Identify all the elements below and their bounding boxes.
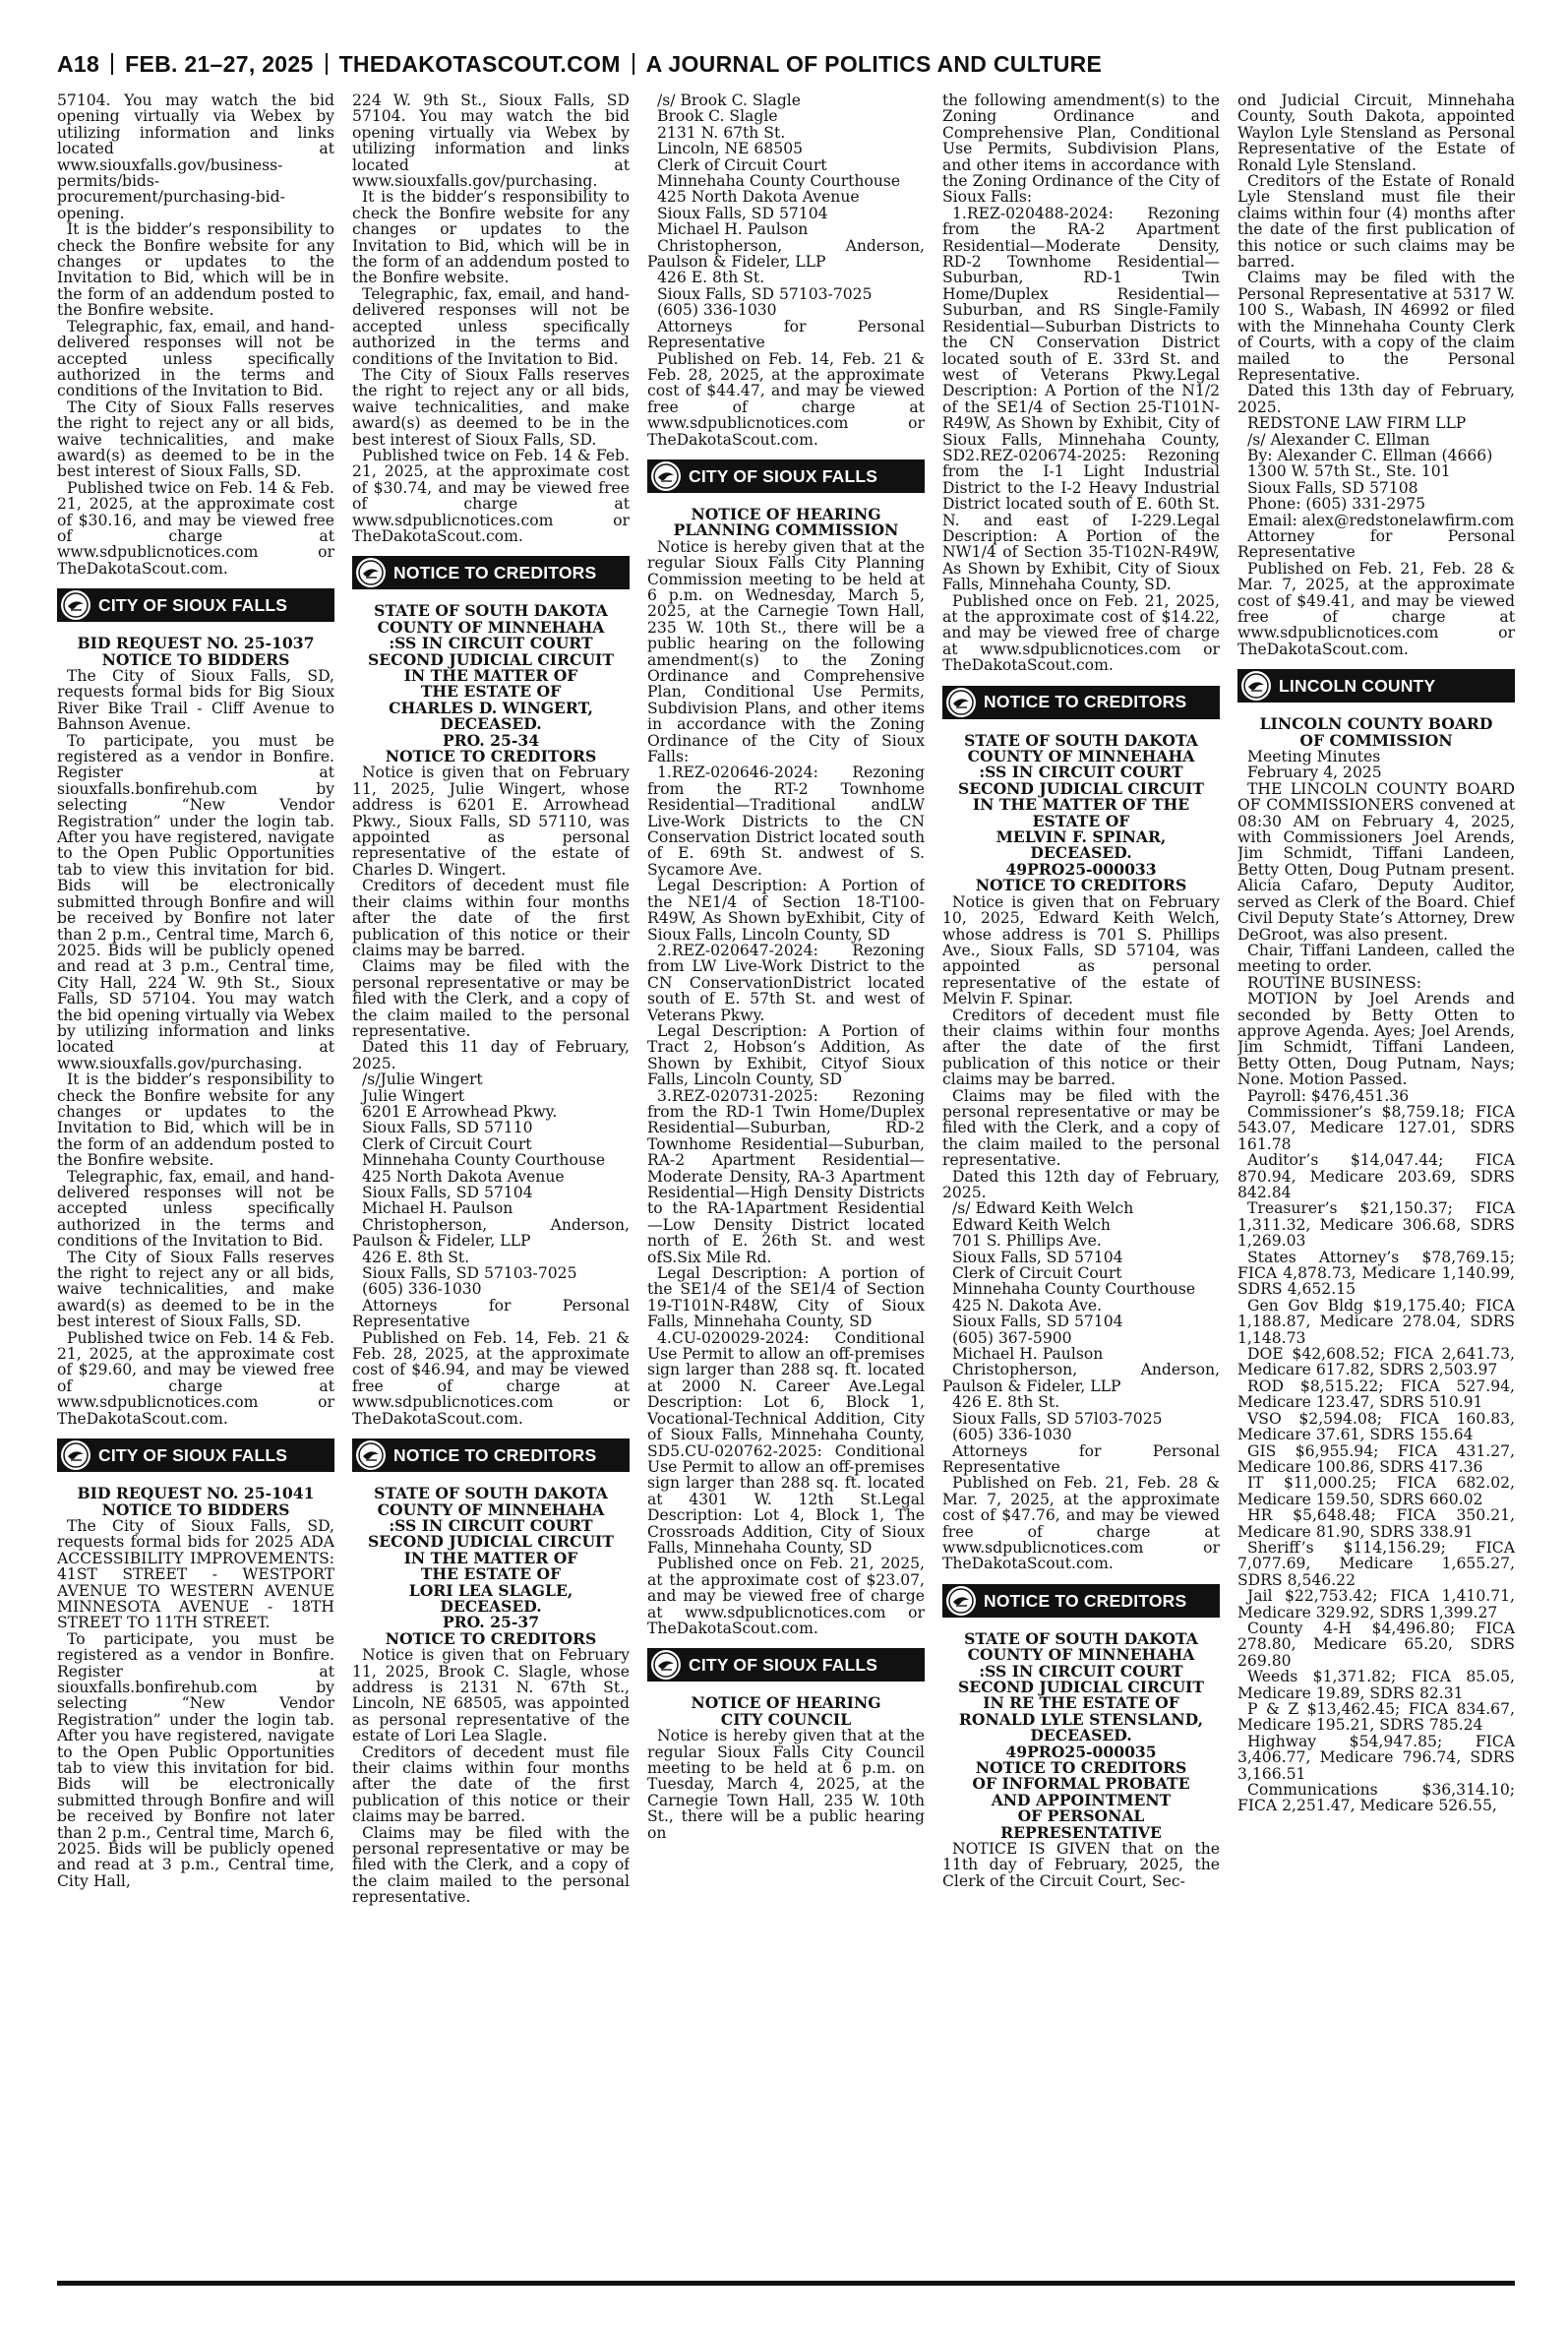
notice-paragraph: Minnehaha County Courthouse [657,172,901,191]
notice-paragraph: Communications $36,314.10; FICA 2,251.47, Medicare 526.55, [1237,1781,1515,1815]
notice-heading: NOTICE TO BIDDERS [101,1499,290,1519]
notice-heading: :SS IN CIRCUIT COURT [979,1661,1183,1681]
notice-paragraph: It is the bidder’s responsibility to check the Bonfire website for any changes or updates to the Invitation to Bid, which will be in the form of an addendum posted to the Bonfire website. [352,188,630,287]
notice-heading: OF INFORMAL PROBATE [972,1774,1190,1794]
notice-paragraph: ROD $8,515.22; FICA 527.94, Medicare 123.47, SDRS 510.91 [1237,1377,1515,1412]
notice-paragraph: The City of Sioux Falls reserves the right to reject any or all bids, waive technicalities, and make award(s) as deemed to be in the best interest of Sioux Falls, SD. [57,398,334,481]
notice-paragraph: Creditors of decedent must file their claims within four months after the date of the first publication of this notice or their claims may be barred. [352,877,630,959]
notice-paragraph: Published once on Feb. 21, 2025, at the approximate cost of $23.07, and may be viewed free of charge at www.sdpublicnotices.com or TheDakotaScout.com. [647,1555,925,1637]
page-header [57,51,1515,85]
notice-paragraph: Sioux Falls, SD 57103-7025 [362,1264,577,1283]
notice-paragraph: Edward Keith Welch [952,1215,1111,1234]
notice-heading: COUNTY OF MINNEHAHA [377,617,605,637]
notice-paragraph: Claims may be filed with the Personal Representative at 5317 W. 100 S., Wabash, IN 46992 or filed with the Minnehaha County Clerk of Courts, with a copy of the claim mailed to the Personal Representative. [1237,269,1515,384]
notice-heading: ESTATE OF [1032,811,1130,830]
notice-paragraph: Notice is given that on February 11, 2025, Julie Wingert, whose address is 6201 E. Arrowhead Pkwy., Sioux Falls, SD 57110, was appointed as personal representative of the estate of Charles D. Wingert. [352,764,630,879]
notice-paragraph: Christopherson, Anderson, Paulson & Fideler, LLP [942,1361,1220,1395]
section-banner-label: CITY OF SIOUX FALLS [98,1444,288,1465]
notice-paragraph: P & Z $13,462.45; FICA 834.67, Medicare 195.21, SDRS 785.24 [1237,1700,1515,1735]
notice-paragraph: Attorneys for Personal Representative [942,1441,1220,1476]
notice-paragraph: 224 W. 9th St., Sioux Falls, SD 57104. You may watch the bid opening virtually via Webex by utilizing information and links located at www.siouxfalls.gov/purchasing. [352,92,630,191]
notice-paragraph: Minnehaha County Courthouse [362,1151,606,1170]
notice-heading: DECEASED. [1030,1726,1132,1745]
notice-heading: NOTICE TO CREDITORS [385,747,597,766]
notice-paragraph: 426 E. 8th St. [657,269,765,287]
notice-paragraph: IT $11,000.25; FICA 682.02, Medicare 159.50, SDRS 660.02 [1237,1474,1515,1508]
notice-paragraph: 425 North Dakota Avenue [657,188,860,207]
notice-paragraph: Chair, Tiffani Landeen, called the meeting to order. [1237,941,1515,976]
section-banner-label: CITY OF SIOUX FALLS [98,594,288,615]
notice-heading: SECOND JUDICIAL CIRCUIT [958,1677,1204,1696]
notice-paragraph: Michael H. Paulson [952,1345,1104,1364]
notice-paragraph: Notice is hereby given that at the regular Sioux Falls City Council meeting to be held at 6 p.m. on Tuesday, March 4, 2025, at the Carnegie Town Hall, 235 W. 10th St., there will be a public hearing on [647,1727,925,1842]
notice-heading: CHARLES D. WINGERT, [389,698,593,717]
notice-paragraph: DOE $42,608.52; FICA 2,641.73, Medicare 617.82, SDRS 2,503.97 [1237,1345,1515,1379]
notice-paragraph: (605) 336-1030 [952,1426,1072,1444]
notice-heading: 49PRO25-000035 [1005,1742,1157,1761]
notice-paragraph: To participate, you must be registered as a vendor in Bonfire. Register at siouxfalls.bonfirehub.com by selecting “New Vendor Registration” under the login tab. After you have registered, navigate to the Open Public Opportunities tab to view this invitation for bid. Bids will be electronically submitted through Bonfire and will be received by Bonfire not later than 2 p.m., Central time, March 6, 2025. Bids will be publicly opened and read at 3 p.m., Central time, City Hall, 224 W. 9th St., Sioux Falls, SD 57104. You may watch the bid opening virtually via Webex by utilizing information and links located at www.siouxfalls.gov/purchasing. [57,731,334,1072]
notice-paragraph: Email: alex@redstonelawfirm.com [1247,511,1515,529]
notice-paragraph: Published once on Feb. 21, 2025, at the approximate cost of $14.22, and may be viewed free of charge at www.sdpublicnotices.com or TheDakotaScout.com. [942,591,1220,675]
notice-paragraph: The City of Sioux Falls, SD, requests formal bids for Big Sioux River Bike Trail - Cliff Avenue to Bahnson Avenue. [57,667,334,734]
scout-logo-icon [651,1650,681,1680]
notice-paragraph: Sioux Falls, SD 57103-7025 [657,284,873,303]
notice-heading: :SS IN CIRCUIT COURT [389,1515,593,1535]
notice-heading: CITY COUNCIL [720,1709,852,1729]
notice-paragraph: Auditor’s $14,047.44; FICA 870.94, Medicare 203.69, SDRS 842.84 [1237,1151,1515,1201]
notice-paragraph: Christopherson, Anderson, Paulson & Fideler, LLP [647,236,925,272]
notice-heading: IN THE MATTER OF [403,666,578,685]
section-banner-label: NOTICE TO CREDITORS [984,692,1187,712]
notice-paragraph: 2.REZ-020647-2024: Rezoning from LW Live-Work District to the CN ConservationDistrict located south of E. 57th St. and west of Veterans Pkwy. [647,941,925,1024]
notice-paragraph: /s/Julie Wingert [362,1071,483,1089]
notice-paragraph: Phone: (605) 331-2975 [1247,495,1426,514]
notice-heading: OF COMMISSION [1299,730,1453,750]
notice-paragraph: Sioux Falls, SD 57104 [657,204,828,222]
notice-paragraph: 6201 E Arrowhead Pkwy. [362,1102,558,1121]
notice-heading: DECEASED. [440,714,542,734]
site-name: THEDAKOTASCOUT.COM [338,51,621,77]
section-banner-label: LINCOLN COUNTY [1279,676,1436,697]
notice-heading: COUNTY OF MINNEHAHA [377,1499,605,1519]
notice-paragraph: Legal Description: A Portion of Tract 2, Hobson’s Addition, As Shown by Exhibit, Cityof Sioux Falls, Lincoln County, SD [647,1021,925,1089]
notice-paragraph: Minnehaha County Courthouse [952,1280,1196,1299]
notice-paragraph: Dated this 11 day of February, 2025. [352,1038,630,1072]
notice-paragraph: The City of Sioux Falls reserves the right to reject any or all bids, waive technicalities, and make award(s) as deemed to be in the best interest of Sioux Falls, SD. [57,1248,334,1331]
notice-paragraph: Attorneys for Personal Representative [647,317,925,352]
notice-paragraph: Michael H. Paulson [657,220,809,239]
section-banner-label: NOTICE TO CREDITORS [984,1590,1187,1611]
notice-paragraph: Clerk of Circuit Court [952,1264,1122,1283]
notice-paragraph: Sioux Falls, SD 57108 [1247,478,1418,497]
notice-heading: NOTICE TO CREDITORS [975,876,1187,895]
section-banner-label: CITY OF SIOUX FALLS [689,465,878,486]
notice-paragraph: Notice is given that on February 10, 2025, Edward Keith Welch, whose address is 701 S. Phillips Ave., Sioux Falls, SD 57104, was appointed as personal representative of the estate of Melvin F. Spinar. [942,892,1220,1009]
notice-heading: SECOND JUDICIAL CIRCUIT [368,1532,614,1552]
section-banner [647,459,925,493]
notice-paragraph: MOTION by Joel Arends and seconded by Betty Otten to approve Agenda. Ayes; Joel Arends, Jim Schmidt, Tiffani Landeen, Betty Otten, Doug Putnam, Nays; None. Motion Passed. [1237,990,1515,1089]
notice-heading: NOTICE TO CREDITORS [385,1628,597,1648]
notice-paragraph: 425 North Dakota Avenue [362,1167,565,1186]
notice-paragraph: 426 E. 8th St. [952,1393,1060,1412]
section-banner [352,1438,630,1472]
notice-heading: THE ESTATE OF [420,682,562,702]
notice-paragraph: Published on Feb. 14, Feb. 21 & Feb. 28, 2025, at the approximate cost of $46.94, and may be viewed free of charge at www.sdpublicnotices.com or TheDakotaScout.com. [352,1328,630,1428]
notice-paragraph: Gen Gov Bldg $19,175.40; FICA 1,188.87, Medicare 278.04, SDRS 1,148.73 [1237,1296,1515,1347]
notice-paragraph: By: Alexander C. Ellman (4666) [1247,446,1493,464]
notice-paragraph: Attorneys for Personal Representative [352,1296,630,1331]
notice-paragraph: (605) 336-1030 [657,301,777,320]
notice-heading: SECOND JUDICIAL CIRCUIT [958,778,1204,798]
section-banner-label: NOTICE TO CREDITORS [393,1444,597,1465]
notice-paragraph: ROUTINE BUSINESS: [1247,973,1422,992]
notice-paragraph: It is the bidder’s responsibility to check the Bonfire website for any changes or updates to the Invitation to Bid, which will be in the form of an addendum posted to the Bonfire website. [57,220,334,320]
notice-paragraph: (605) 336-1030 [362,1280,482,1299]
notice-paragraph: 1.REZ-020646-2024: Rezoning from the RT-2 Townhome Residential—Traditional andLW Live-Work Districts to the CN Conservation District located south of E. 69th St. andwest of S. Sycamore Ave. [647,764,925,879]
page-number: A18 [57,51,100,77]
notice-heading: THE ESTATE OF [420,1564,562,1584]
section-banner [942,1584,1220,1618]
notice-paragraph: Christopherson, Anderson, Paulson & Fideler, LLP [352,1215,630,1251]
notice-heading: COUNTY OF MINNEHAHA [967,747,1195,766]
notice-paragraph: Highway $54,947.85; FICA 3,406.77, Medicare 796.74, SDRS 3,166.51 [1237,1732,1515,1783]
section-banner-label: NOTICE TO CREDITORS [393,563,597,583]
notice-paragraph: 426 E. 8th St. [362,1248,470,1266]
notice-paragraph: Creditors of decedent must file their claims within four months after the date of the first publication of this notice or their claims may be barred. [352,1743,630,1826]
notice-heading: IN RE THE ESTATE OF [983,1693,1179,1713]
notice-heading: COUNTY OF MINNEHAHA [967,1645,1195,1665]
notice-paragraph: Legal Description: A portion of the SE1/4 of the SE1/4 of Section 19-T101N-R48W, City of Sioux Falls, Minnehaha County, SD [647,1264,925,1331]
public-notices-columns [57,92,1515,2275]
section-banner [352,556,630,589]
notice-paragraph: To participate, you must be registered as a vendor in Bonfire. Register at siouxfalls.bonfirehub.com by selecting “New Vendor Registration” under the login tab. After you have registered, navigate to the Open Public Opportunities tab to view this invitation for bid. Bids will be electronically submitted through Bonfire and will be received by Bonfire not later than 2 p.m., Central time, March 6, 2025. Bids will be publicly opened and read at 3 p.m., Central time, City Hall, [57,1629,334,1890]
column-3 [647,92,925,2275]
notice-heading: NOTICE TO BIDDERS [101,649,290,669]
scout-logo-icon [356,558,386,587]
notice-paragraph: REDSTONE LAW FIRM LLP [1247,414,1467,433]
notice-heading: AND APPOINTMENT [991,1790,1172,1809]
notice-heading: PLANNING COMMISSION [673,520,899,540]
notice-paragraph: County 4-H $4,496.80; FICA 278.80, Medicare 65.20, SDRS 269.80 [1237,1619,1515,1670]
notice-paragraph: Weeds $1,371.82; FICA 85.05, Medicare 19.89, SDRS 82.31 [1237,1668,1515,1702]
notice-paragraph: THE LINCOLN COUNTY BOARD OF COMMISSIONERS convened at 08:30 AM on February 4, 2025, with Commissioners Joel Arends, Jim Schmidt, Tiffani Landeen, Betty Otten, Doug Putnam present. Alicia Cafaro, Deputy Auditor, served as Clerk of the Board. Chief Civil Deputy State’s Attorney, Drew DeGroot, was also present. [1237,779,1515,944]
notice-heading: PRO. 25-34 [442,730,540,750]
notice-paragraph: Meeting Minutes [1247,748,1381,766]
notice-paragraph: Payroll: $476,451.36 [1247,1086,1410,1105]
notice-paragraph: Michael H. Paulson [362,1199,513,1218]
notice-paragraph: Treasurer’s $21,150.37; FICA 1,311.32, Medicare 306.68, SDRS 1,269.03 [1237,1199,1515,1251]
column-2 [352,92,630,2275]
notice-heading: BID REQUEST NO. 25-1041 [77,1484,315,1503]
notice-paragraph: Notice is given that on February 11, 2025, Brook C. Slagle, whose address is 2131 N. 67th St., Lincoln, NE 68505, was appointed as personal representative of the estate of Lori Lea Slagle. [352,1646,630,1745]
notice-paragraph: 57104. You may watch the bid opening virtually via Webex by utilizing information and links located at www.siouxfalls.gov/business-permits/bids-procurement/purchasing-bid-opening. [57,92,334,222]
notice-paragraph: 1300 W. 57th St., Ste. 101 [1247,462,1451,481]
header-divider [111,53,113,75]
notice-paragraph: HR $5,648.48; FICA 350.21, Medicare 81.90, SDRS 338.91 [1237,1506,1515,1541]
notice-paragraph: The City of Sioux Falls, SD, requests formal bids for 2025 ADA ACCESSIBILITY IMPROVEMENTS: 41ST STREET - WESTPORT AVENUE TO WESTERN AVENUE MINNESOTA AVENUE - 18TH STREET TO 11TH STREET. [57,1516,334,1632]
notice-paragraph: Published on Feb. 14, Feb. 21 & Feb. 28, 2025, at the approximate cost of $44.47, and may be viewed free of charge at www.sdpublicnotices.com or TheDakotaScout.com. [647,349,925,449]
notice-paragraph: Sheriff’s $114,156.29; FICA 7,077.69, Medicare 1,655.27, SDRS 8,546.22 [1237,1538,1515,1589]
column-1 [57,92,334,2275]
column-5 [1237,92,1515,2275]
issue-date: FEB. 21–27, 2025 [125,51,314,77]
notice-paragraph: Telegraphic, fax, email, and hand-delivered responses will not be accepted unless specifically authorized in the terms and conditions of the Invitation to Bid. [57,1167,334,1251]
notice-paragraph: Sioux Falls, SD 57110 [362,1119,533,1137]
notice-heading: DECEASED. [440,1596,542,1616]
scout-logo-icon [61,590,90,620]
notice-heading: NOTICE OF HEARING [691,1693,881,1713]
notice-heading: STATE OF SOUTH DAKOTA [964,730,1198,750]
notice-paragraph: Julie Wingert [362,1086,465,1105]
notice-paragraph: Notice is hereby given that at the regular Sioux Falls City Planning Commission meeting to be held at 6 p.m. on Wednesday, March 5, 2025, at the Carnegie Town Hall, 235 W. 10th St., there will be a public hearing on the following amendment(s) to the Zoning Ordinance and Comprehensive Plan, Conditional Use Permits, Subdivision Plans, and other items in accordance with the Zoning Ordinance of the City of Sioux Falls: [647,537,925,766]
notice-paragraph: Clerk of Circuit Court [362,1134,532,1153]
notice-paragraph: February 4, 2025 [1247,764,1382,782]
notice-paragraph: 1.REZ-020488-2024: Rezoning from the RA-2 Apartment Residential—Moderate Density, RD-2 Townhome Residential—Suburban, RD-1 Twin Home/Duplex Residential—Suburban, and RS Single-Family Residential—Suburban Districts to the CN Conservation District located south of E. 33rd St. and west of Veterans Pkwy.Legal Description: A Portion of the N1/2 of the SE1/4 of Section 25-T101N-R49W, As Shown by Exhibit, City of Sioux Falls, Minnehaha County, SD2.REZ-020674-2025: Rezoning from the I-1 Light Industrial District to the I-2 Heavy Industrial District located south of E. 60th St. N. and east of I-229.Legal Description: A Portion of the NW1/4 of Section 35-T102N-R49W, As Shown by Exhibit, City of Sioux Falls, Minnehaha County, SD. [942,204,1220,594]
header-divider [633,53,634,75]
notice-heading: LORI LEA SLAGLE, [408,1580,573,1600]
scout-logo-icon [356,1440,386,1470]
notice-paragraph: Sioux Falls, SD 57104 [362,1184,533,1201]
notice-paragraph: Sioux Falls, SD 57104 [952,1313,1123,1331]
section-banner [1237,669,1515,703]
notice-heading: RONALD LYLE STENSLAND, [958,1709,1204,1729]
notice-paragraph: the following amendment(s) to the Zoning Ordinance and Comprehensive Plan, Conditional Use Permits, Subdivision Plans, and other items in accordance with the Zoning Ordinance of the City of Sioux Falls: [942,92,1220,207]
scout-logo-icon [651,461,681,491]
notice-heading: OF PERSONAL [1017,1806,1145,1826]
notice-paragraph: Creditors of the Estate of Ronald Lyle Stensland must file their claims within four (4) months after the date of the first publication of this notice or such claims may be barred. [1237,172,1515,272]
notice-heading: BID REQUEST NO. 25-1037 [77,634,315,653]
notice-heading: NOTICE OF HEARING [691,504,881,523]
notice-paragraph: NOTICE IS GIVEN that on the 11th day of February, 2025, the Clerk of the Circuit Court, Sec- [942,1840,1220,1890]
notice-paragraph: Published on Feb. 21, Feb. 28 & Mar. 7, 2025, at the approximate cost of $49.41, and may be viewed free of charge at www.sdpublicnotices.com or TheDakotaScout.com. [1237,559,1515,658]
notice-heading: STATE OF SOUTH DAKOTA [964,1628,1198,1648]
notice-paragraph: Published twice on Feb. 14 & Feb. 21, 2025, at the approximate cost of $29.60, and may be viewed free of charge at www.sdpublicnotices.com or TheDakotaScout.com. [57,1328,334,1428]
notice-paragraph: Claims may be filed with the personal representative or may be filed with the Clerk, and a copy of the claim mailed to the personal representative. [352,1823,630,1907]
section-banner [57,588,334,622]
notice-heading: LINCOLN COUNTY BOARD [1259,714,1493,734]
notice-paragraph: Clerk of Circuit Court [657,155,827,174]
header-divider [326,53,328,75]
notice-paragraph: Lincoln, NE 68505 [657,140,804,158]
notice-heading: IN THE MATTER OF [403,1548,578,1567]
notice-paragraph: Published twice on Feb. 14 & Feb. 21, 2025, at the approximate cost of $30.74, and may be viewed free of charge at www.sdpublicnotices.com or TheDakotaScout.com. [352,446,630,545]
notice-paragraph: Attorney for Personal Representative [1237,526,1515,562]
notice-paragraph: Jail $22,753.42; FICA 1,410.71, Medicare 329.92, SDRS 1,399.27 [1237,1587,1515,1621]
notice-heading: DECEASED. [1030,843,1132,863]
notice-paragraph: /s/ Alexander C. Ellman [1247,430,1430,449]
notice-paragraph: Legal Description: A Portion of the NE1/4 of Section 18-T100-R49W, As Shown byExhibit, City of Sioux Falls, Lincoln County, SD [647,877,925,944]
tagline: A JOURNAL OF POLITICS AND CULTURE [645,51,1103,77]
notice-paragraph: Published twice on Feb. 14 & Feb. 21, 2025, at the approximate cost of $30.16, and may be viewed free of charge at www.sdpublicnotices.com or TheDakotaScout.com. [57,478,334,578]
notice-paragraph: Brook C. Slagle [657,107,778,126]
notice-paragraph: Claims may be filed with the personal representative or may be filed with the Clerk, and a copy of the claim mailed to the personal representative. [352,957,630,1040]
notice-paragraph: 2131 N. 67th St. [657,123,786,142]
notice-paragraph: /s/ Brook C. Slagle [657,92,802,109]
notice-paragraph: GIS $6,955.94; FICA 431.27, Medicare 100.86, SDRS 417.36 [1237,1441,1515,1476]
bottom-rule [57,2281,1515,2286]
notice-paragraph: 701 S. Phillips Ave. [952,1232,1102,1251]
notice-paragraph: Sioux Falls, SD 57l03-7025 [952,1409,1163,1428]
column-4 [942,92,1220,2275]
scout-logo-icon [1241,671,1271,701]
notice-paragraph: Creditors of decedent must file their claims within four months after the date of the first publication of this notice or their claims may be barred. [942,1006,1220,1089]
notice-paragraph: The City of Sioux Falls reserves the right to reject any or all bids, waive technicalities, and make award(s) as deemed to be in the best interest of Sioux Falls, SD. [352,365,630,449]
notice-heading: IN THE MATTER OF THE [972,795,1190,815]
notice-paragraph: ond Judicial Circuit, Minnehaha County, South Dakota, appointed Waylon Lyle Stensland as Personal Representative of the Estate of Ronald Lyle Stensland. [1237,92,1515,174]
scout-logo-icon [946,688,976,717]
notice-paragraph: 3.REZ-020731-2025: Rezoning from the RD-1 Twin Home/Duplex Residential—Suburban, RD-2 Townhome Residential—Suburban, RA-2 Apartment Residential—Moderate Density, RA-3 Apartment Residential—High Density Districts to the RA-1Apartment Residential—Low Density District located north of E. 26th St. and west ofS.Six Mile Rd. [647,1086,925,1266]
notice-paragraph: (605) 367-5900 [952,1328,1072,1347]
notice-heading: STATE OF SOUTH DAKOTA [374,601,608,621]
notice-paragraph: Sioux Falls, SD 57104 [952,1248,1123,1266]
notice-heading: MELVIN F. SPINAR, [995,827,1167,847]
notice-paragraph: Dated this 12th day of February, 2025. [942,1167,1220,1201]
scout-logo-icon [946,1586,976,1616]
notice-heading: STATE OF SOUTH DAKOTA [374,1484,608,1503]
notice-paragraph: Claims may be filed with the personal representative or may be filed with the Clerk, and a copy of the claim mailed to the personal representative. [942,1086,1220,1170]
notice-paragraph: /s/ Edward Keith Welch [952,1199,1134,1218]
section-banner [647,1648,925,1682]
notice-paragraph: Commissioner’s $8,759.18; FICA 543.07, Medicare 127.01, SDRS 161.78 [1237,1102,1515,1153]
section-banner [942,686,1220,719]
notice-paragraph: Dated this 13th day of February, 2025. [1237,382,1515,416]
notice-heading: :SS IN CIRCUIT COURT [389,634,593,653]
notice-heading: NOTICE TO CREDITORS [975,1758,1187,1777]
scout-logo-icon [61,1440,90,1470]
notice-heading: 49PRO25-000033 [1005,859,1157,879]
notice-heading: REPRESENTATIVE [1000,1822,1162,1842]
notice-heading: SECOND JUDICIAL CIRCUIT [368,649,614,669]
section-banner [57,1438,334,1472]
section-banner-label: CITY OF SIOUX FALLS [689,1655,878,1676]
notice-heading: PRO. 25-37 [442,1613,540,1632]
notice-paragraph: It is the bidder’s responsibility to check the Bonfire website for any changes or updates to the Invitation to Bid, which will be in the form of an addendum posted to the Bonfire website. [57,1071,334,1170]
notice-paragraph: Telegraphic, fax, email, and hand-delivered responses will not be accepted unless specifically authorized in the terms and conditions of the Invitation to Bid. [352,284,630,368]
notice-paragraph: 425 N. Dakota Ave. [952,1296,1103,1315]
notice-paragraph: Published on Feb. 21, Feb. 28 & Mar. 7, 2025, at the approximate cost of $47.76, and may be viewed free of charge at www.sdpublicnotices.com or TheDakotaScout.com. [942,1474,1220,1573]
notice-paragraph: States Attorney’s $78,769.15; FICA 4,878.73, Medicare 1,140.99, SDRS 4,652.15 [1237,1248,1515,1299]
notice-paragraph: 4.CU-020029-2024: Conditional Use Permit to allow an off-premises sign larger than 288 sq. ft. located at 2000 N. Career Ave.Legal Description: Lot 6, Block 1, Vocational-Technical Addition, City of Sioux Falls, Minnehaha County, SD5.CU-020762-2025: Conditional Use Permit to allow an off-premises sign larger than 288 sq. ft. located at 4301 W. 12th St.Legal Description: Lot 4, Block 1, The Crossroads Addition, City of Sioux Falls, Minnehaha County, SD [647,1328,925,1557]
notice-heading: :SS IN CIRCUIT COURT [979,763,1183,782]
notice-paragraph: Telegraphic, fax, email, and hand-delivered responses will not be accepted unless specifically authorized in the terms and conditions of the Invitation to Bid. [57,317,334,400]
notice-paragraph: VSO $2,594.08; FICA 160.83, Medicare 37.61, SDRS 155.64 [1237,1409,1515,1444]
